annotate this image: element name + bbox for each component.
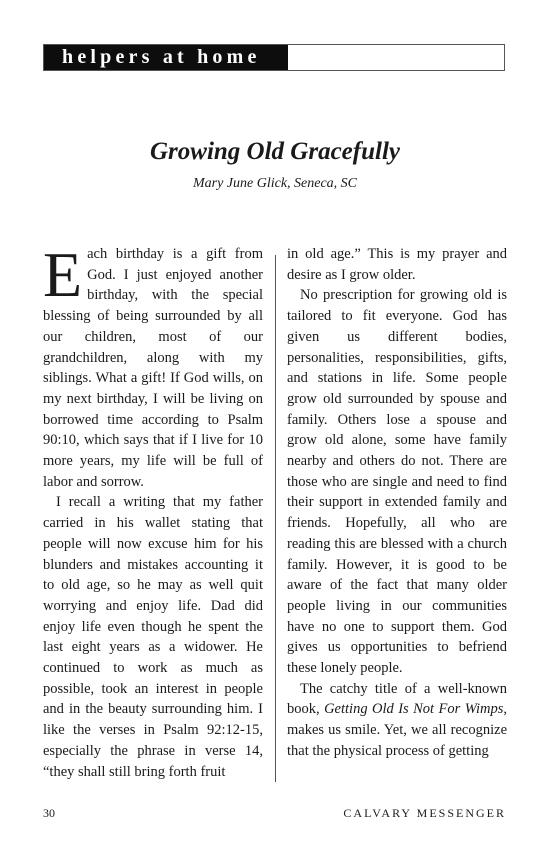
section-label: helpers at home bbox=[44, 45, 288, 70]
column-divider bbox=[275, 255, 276, 782]
publication-name: CALVARY MESSENGER bbox=[343, 806, 506, 820]
paragraph-text: , makes us smile. Yet, we all recognize that the physical process of getting bbox=[287, 701, 507, 759]
article-byline: Mary June Glick, Seneca, SC bbox=[192, 176, 358, 191]
section-header bbox=[43, 44, 505, 71]
paragraph bbox=[287, 679, 507, 762]
page-number: 30 bbox=[43, 806, 55, 820]
paragraph-text: The catchy title of a well-known book, bbox=[287, 680, 507, 718]
paragraph: in old age.” This is my prayer and desire as I grow older. bbox=[287, 246, 507, 283]
paragraph: No prescription for growing old is tailored to fit everyone. God has given us different bodies, personalities, responsibilities, gifts, and stations in life. Some people grow old surrounded by spouse and family. Others lose a spouse and grow old alone, some have family nearby and others do not. There are those who are single and need to find their support in extended family and friends. Hopefully, all who are reading this are blessed with a church family. However, it is good to be aware of the fact that many older people living in our communities have no one to support them. God gives us opportunities to befriend these lonely people. bbox=[287, 287, 507, 677]
article-title: Growing Old Gracefully bbox=[150, 138, 400, 165]
book-title: Getting Old Is Not For Wimps bbox=[324, 701, 504, 718]
paragraph-text: ach birthday is a gift from God. I just enjoyed another birthday, with the special blessing of being surrounded by all our children, most of our grandchildren, along with my siblings. What a gift! If God wills, on my next birthday, I will be living on borrowed time according to Psalm 90:10, which says that if I live for 10 more years, my life will be full of labor and sorrow. bbox=[43, 246, 263, 490]
drop-cap: E bbox=[43, 244, 83, 310]
paragraph: I recall a writing that my father carried in his wallet stating that people will now excuse him for his blunders and mistakes accounting it to old age, so he may as well quit worrying and enjoy life. Dad did enjoy life even though he spent the last eight years as a widower. He continued to work as much as possible, took an interest in people and in the beauty surrounding him. I like the verses in Psalm 92:12-15, especially the phrase in verse 14, “they shall still bring forth fruit bbox=[43, 494, 263, 780]
paragraph bbox=[43, 244, 263, 492]
right-column bbox=[287, 244, 507, 794]
left-column bbox=[43, 244, 263, 794]
